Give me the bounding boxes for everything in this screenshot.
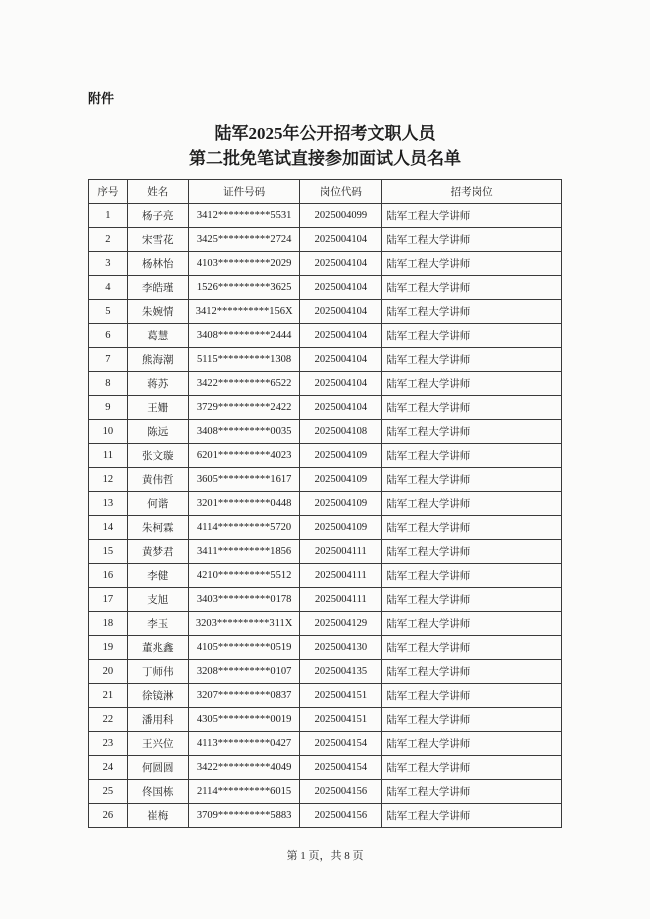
cell-id-number: 4105**********0519 xyxy=(188,636,300,660)
cell-id-number: 3709**********5883 xyxy=(188,804,300,828)
cell-name: 何谐 xyxy=(127,492,188,516)
cell-position: 陆军工程大学讲师 xyxy=(382,756,562,780)
cell-name: 朱柯霖 xyxy=(127,516,188,540)
header-cell-name: 姓名 xyxy=(127,180,188,204)
cell-position-code: 2025004111 xyxy=(300,564,382,588)
cell-id-number: 4113**********0427 xyxy=(188,732,300,756)
cell-position: 陆军工程大学讲师 xyxy=(382,348,562,372)
table-row xyxy=(89,780,562,804)
cell-position: 陆军工程大学讲师 xyxy=(382,780,562,804)
cell-position-code: 2025004099 xyxy=(300,204,382,228)
table-row xyxy=(89,372,562,396)
cell-id-number: 3425**********2724 xyxy=(188,228,300,252)
cell-index: 14 xyxy=(89,516,128,540)
table-row xyxy=(89,276,562,300)
cell-position-code: 2025004135 xyxy=(300,660,382,684)
table-row xyxy=(89,348,562,372)
cell-index: 26 xyxy=(89,804,128,828)
cell-name: 蒋苏 xyxy=(127,372,188,396)
cell-name: 徐镜淋 xyxy=(127,684,188,708)
table-row xyxy=(89,708,562,732)
cell-position-code: 2025004104 xyxy=(300,228,382,252)
cell-name: 崔梅 xyxy=(127,804,188,828)
cell-name: 支旭 xyxy=(127,588,188,612)
cell-name: 张文璇 xyxy=(127,444,188,468)
cell-name: 潘用科 xyxy=(127,708,188,732)
cell-index: 13 xyxy=(89,492,128,516)
cell-id-number: 3422**********6522 xyxy=(188,372,300,396)
cell-id-number: 3729**********2422 xyxy=(188,396,300,420)
cell-position-code: 2025004108 xyxy=(300,420,382,444)
cell-id-number: 4114**********5720 xyxy=(188,516,300,540)
cell-position: 陆军工程大学讲师 xyxy=(382,228,562,252)
cell-index: 16 xyxy=(89,564,128,588)
cell-position: 陆军工程大学讲师 xyxy=(382,300,562,324)
cell-index: 23 xyxy=(89,732,128,756)
cell-id-number: 3201**********0448 xyxy=(188,492,300,516)
document-title xyxy=(0,121,650,171)
cell-position: 陆军工程大学讲师 xyxy=(382,516,562,540)
cell-index: 4 xyxy=(89,276,128,300)
cell-id-number: 1526**********3625 xyxy=(188,276,300,300)
cell-position: 陆军工程大学讲师 xyxy=(382,492,562,516)
cell-index: 25 xyxy=(89,780,128,804)
cell-position-code: 2025004111 xyxy=(300,540,382,564)
cell-name: 熊海潮 xyxy=(127,348,188,372)
cell-name: 董兆鑫 xyxy=(127,636,188,660)
cell-name: 杨林怡 xyxy=(127,252,188,276)
cell-id-number: 3422**********4049 xyxy=(188,756,300,780)
table-row xyxy=(89,612,562,636)
cell-id-number: 6201**********4023 xyxy=(188,444,300,468)
cell-name: 宋雪花 xyxy=(127,228,188,252)
cell-index: 15 xyxy=(89,540,128,564)
table-body xyxy=(89,204,562,828)
cell-position-code: 2025004109 xyxy=(300,468,382,492)
cell-name: 朱婉情 xyxy=(127,300,188,324)
cell-position-code: 2025004104 xyxy=(300,300,382,324)
header-cell-position-code: 岗位代码 xyxy=(300,180,382,204)
cell-index: 3 xyxy=(89,252,128,276)
table-row xyxy=(89,204,562,228)
cell-id-number: 3408**********2444 xyxy=(188,324,300,348)
table-row xyxy=(89,636,562,660)
cell-id-number: 3203**********311X xyxy=(188,612,300,636)
table-row xyxy=(89,516,562,540)
cell-position-code: 2025004109 xyxy=(300,492,382,516)
cell-position: 陆军工程大学讲师 xyxy=(382,372,562,396)
cell-position-code: 2025004154 xyxy=(300,732,382,756)
table-row xyxy=(89,324,562,348)
cell-position-code: 2025004130 xyxy=(300,636,382,660)
table-row xyxy=(89,444,562,468)
cell-position: 陆军工程大学讲师 xyxy=(382,396,562,420)
cell-position-code: 2025004156 xyxy=(300,804,382,828)
cell-name: 王姗 xyxy=(127,396,188,420)
cell-position-code: 2025004109 xyxy=(300,516,382,540)
cell-id-number: 3207**********0837 xyxy=(188,684,300,708)
document-title-line1: 陆军2025年公开招考文职人员 xyxy=(214,124,436,143)
cell-id-number: 2114**********6015 xyxy=(188,780,300,804)
table-row xyxy=(89,540,562,564)
cell-index: 24 xyxy=(89,756,128,780)
cell-position-code: 2025004129 xyxy=(300,612,382,636)
cell-position: 陆军工程大学讲师 xyxy=(382,276,562,300)
table-row xyxy=(89,564,562,588)
cell-position: 陆军工程大学讲师 xyxy=(382,540,562,564)
cell-name: 黄梦君 xyxy=(127,540,188,564)
document-title-line2: 第二批免笔试直接参加面试人员名单 xyxy=(189,149,461,168)
table-row xyxy=(89,420,562,444)
cell-index: 19 xyxy=(89,636,128,660)
cell-position-code: 2025004104 xyxy=(300,324,382,348)
cell-id-number: 3408**********0035 xyxy=(188,420,300,444)
table-row xyxy=(89,660,562,684)
cell-position-code: 2025004156 xyxy=(300,780,382,804)
cell-position-code: 2025004151 xyxy=(300,708,382,732)
cell-index: 22 xyxy=(89,708,128,732)
cell-index: 2 xyxy=(89,228,128,252)
table-row xyxy=(89,804,562,828)
roster-table-wrap xyxy=(88,179,562,828)
cell-position: 陆军工程大学讲师 xyxy=(382,612,562,636)
cell-name: 杨子亮 xyxy=(127,204,188,228)
cell-id-number: 4305**********0019 xyxy=(188,708,300,732)
cell-position-code: 2025004104 xyxy=(300,252,382,276)
cell-position: 陆军工程大学讲师 xyxy=(382,420,562,444)
cell-index: 8 xyxy=(89,372,128,396)
cell-position: 陆军工程大学讲师 xyxy=(382,444,562,468)
cell-position: 陆军工程大学讲师 xyxy=(382,636,562,660)
cell-name: 陈远 xyxy=(127,420,188,444)
header-cell-id-number: 证件号码 xyxy=(188,180,300,204)
cell-id-number: 3412**********5531 xyxy=(188,204,300,228)
cell-position-code: 2025004104 xyxy=(300,372,382,396)
cell-position: 陆军工程大学讲师 xyxy=(382,732,562,756)
cell-name: 丁师伟 xyxy=(127,660,188,684)
cell-index: 12 xyxy=(89,468,128,492)
table-row xyxy=(89,684,562,708)
table-row xyxy=(89,756,562,780)
cell-id-number: 3411**********1856 xyxy=(188,540,300,564)
cell-name: 王兴位 xyxy=(127,732,188,756)
cell-position-code: 2025004109 xyxy=(300,444,382,468)
cell-position: 陆军工程大学讲师 xyxy=(382,684,562,708)
cell-index: 6 xyxy=(89,324,128,348)
cell-index: 10 xyxy=(89,420,128,444)
cell-index: 21 xyxy=(89,684,128,708)
table-row xyxy=(89,468,562,492)
cell-position: 陆军工程大学讲师 xyxy=(382,324,562,348)
cell-name: 李健 xyxy=(127,564,188,588)
roster-table xyxy=(88,179,562,828)
cell-position-code: 2025004154 xyxy=(300,756,382,780)
attachment-label: 附件 xyxy=(88,91,115,106)
cell-id-number: 4210**********5512 xyxy=(188,564,300,588)
table-row xyxy=(89,300,562,324)
cell-position-code: 2025004104 xyxy=(300,348,382,372)
cell-index: 1 xyxy=(89,204,128,228)
cell-id-number: 3605**********1617 xyxy=(188,468,300,492)
cell-index: 20 xyxy=(89,660,128,684)
cell-position-code: 2025004104 xyxy=(300,396,382,420)
table-row xyxy=(89,492,562,516)
cell-name: 佟国栋 xyxy=(127,780,188,804)
cell-position: 陆军工程大学讲师 xyxy=(382,564,562,588)
page-number: 第 1 页，共 8 页 xyxy=(286,850,364,862)
cell-position-code: 2025004104 xyxy=(300,276,382,300)
cell-position-code: 2025004111 xyxy=(300,588,382,612)
cell-index: 9 xyxy=(89,396,128,420)
cell-position-code: 2025004151 xyxy=(300,684,382,708)
cell-position: 陆军工程大学讲师 xyxy=(382,660,562,684)
cell-index: 11 xyxy=(89,444,128,468)
header-cell-index: 序号 xyxy=(89,180,128,204)
header-cell-position: 招考岗位 xyxy=(382,180,562,204)
cell-position: 陆军工程大学讲师 xyxy=(382,204,562,228)
cell-position: 陆军工程大学讲师 xyxy=(382,468,562,492)
cell-index: 18 xyxy=(89,612,128,636)
cell-id-number: 3208**********0107 xyxy=(188,660,300,684)
cell-id-number: 5115**********1308 xyxy=(188,348,300,372)
cell-position: 陆军工程大学讲师 xyxy=(382,708,562,732)
cell-index: 5 xyxy=(89,300,128,324)
cell-name: 李皓瑾 xyxy=(127,276,188,300)
cell-position: 陆军工程大学讲师 xyxy=(382,252,562,276)
cell-name: 葛慧 xyxy=(127,324,188,348)
table-row xyxy=(89,396,562,420)
cell-name: 李玉 xyxy=(127,612,188,636)
cell-name: 黄伟哲 xyxy=(127,468,188,492)
table-row xyxy=(89,228,562,252)
cell-position: 陆军工程大学讲师 xyxy=(382,588,562,612)
cell-index: 7 xyxy=(89,348,128,372)
cell-id-number: 3412**********156X xyxy=(188,300,300,324)
cell-position: 陆军工程大学讲师 xyxy=(382,804,562,828)
table-row xyxy=(89,732,562,756)
table-row xyxy=(89,252,562,276)
cell-id-number: 3403**********0178 xyxy=(188,588,300,612)
cell-name: 何圆圆 xyxy=(127,756,188,780)
cell-index: 17 xyxy=(89,588,128,612)
table-row xyxy=(89,588,562,612)
table-header-row xyxy=(89,180,562,204)
cell-id-number: 4103**********2029 xyxy=(188,252,300,276)
